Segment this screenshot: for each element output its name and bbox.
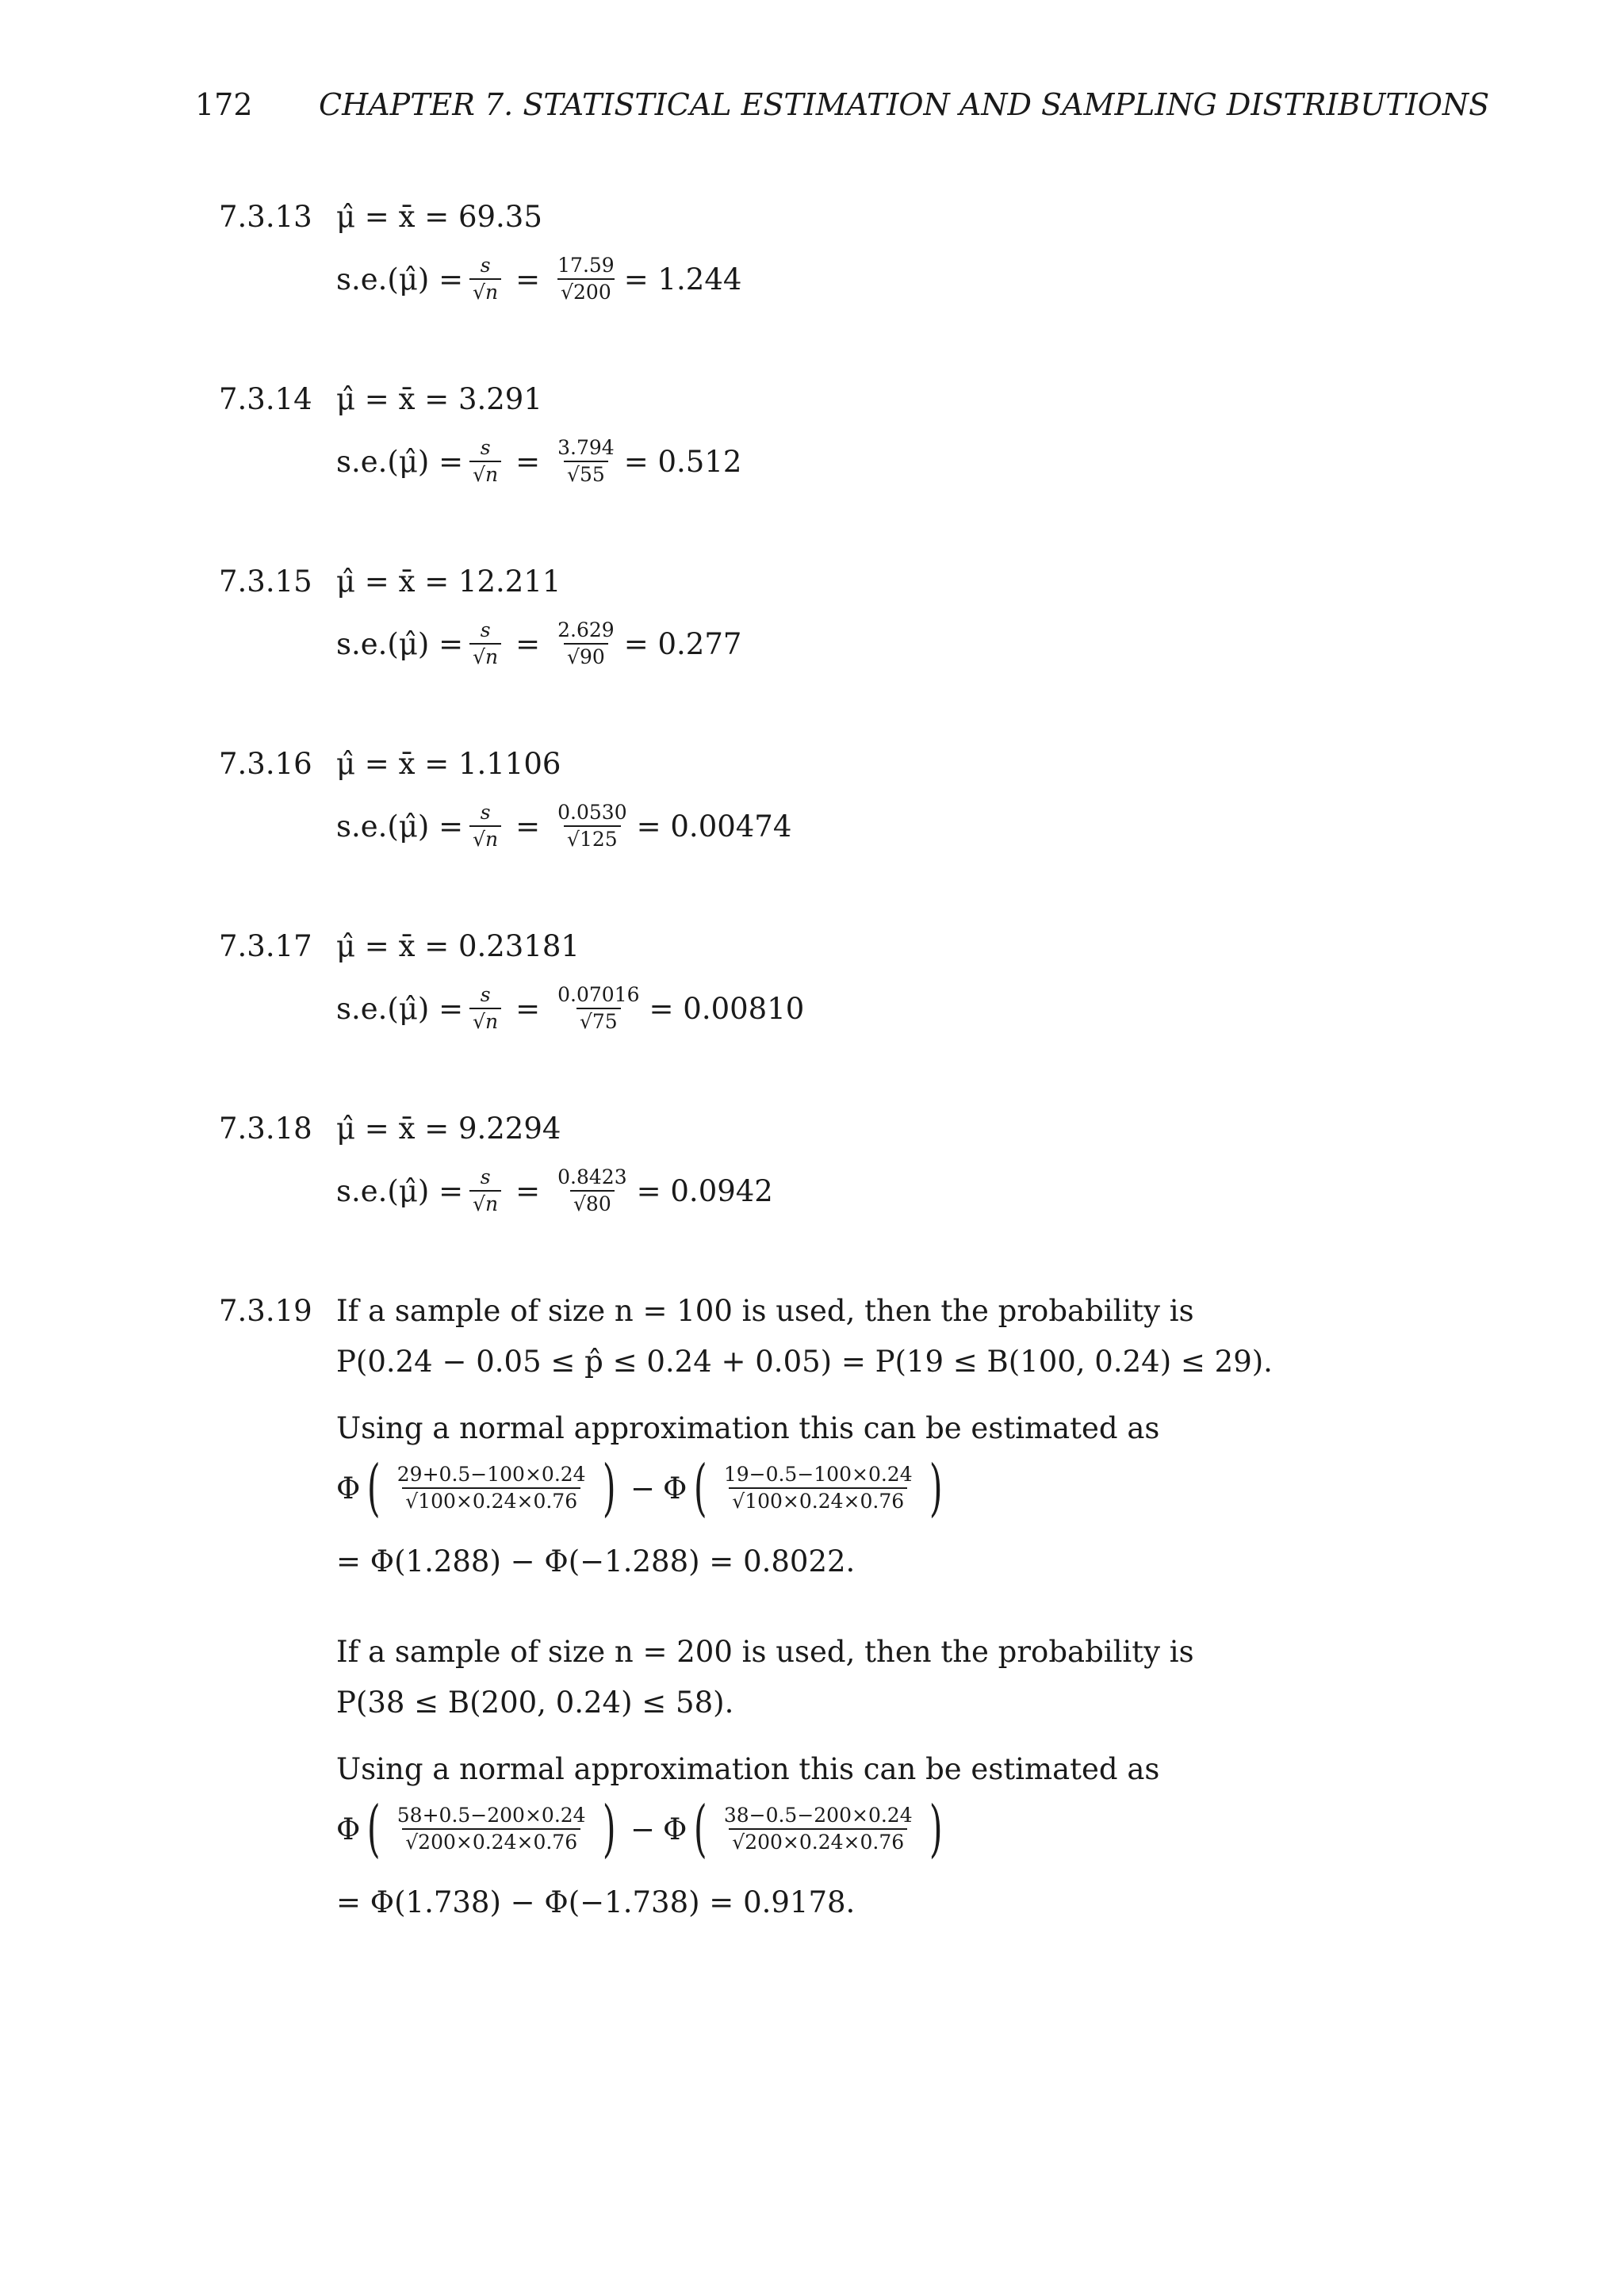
fraction-numeric: $\frac{0.07016}{√75}$ xyxy=(557,983,640,1034)
part1-result: = Φ(1.288) − Φ(−1.288) = 0.8022. xyxy=(336,1544,856,1578)
mu-hat-line: μ̂ = x̄ = 69.35 xyxy=(336,200,542,234)
fraction-numeric: $\frac{17.59}{√200}$ xyxy=(557,254,615,304)
fraction-s-over-sqrt-n: $\frac{s}{√n}$ xyxy=(469,985,501,1033)
exercise-label: 7.3.18 xyxy=(219,1112,312,1146)
exercise-label: 7.3.13 xyxy=(219,200,312,234)
standard-error-line: s.e.(μ̂) = $\frac{s}{√n}$ = $\frac{0.8423}{√80}$ = 0.0942 xyxy=(336,1165,773,1216)
fraction-lower: $\frac{38-0.5-200\times 0.24}{√200\times 0.24\times 0.76}$ xyxy=(723,1803,913,1854)
exercise-label: 7.3.19 xyxy=(219,1294,312,1328)
fraction-numeric: $\frac{0.0530}{√125}$ xyxy=(557,801,627,851)
fraction-s-over-sqrt-n: $\frac{s}{√n}$ xyxy=(469,802,501,851)
se-prefix: s.e.(μ̂) = xyxy=(336,262,464,297)
fraction-lower: $\frac{19-0.5-100\times 0.24}{√100\times 0.24\times 0.76}$ xyxy=(723,1462,913,1513)
chapter-title: CHAPTER 7. STATISTICAL ESTIMATION AND SAMPLING DISTRIBUTIONS xyxy=(319,87,1490,122)
part1-approx-text: Using a normal approximation this can be estimated as xyxy=(336,1411,1160,1445)
se-result: = 0.00474 xyxy=(636,809,792,844)
se-prefix: s.e.(μ̂) = xyxy=(336,444,464,479)
mu-hat-line: μ̂ = x̄ = 1.1106 xyxy=(336,747,561,781)
part1-intro: If a sample of size n = 100 is used, then the probability is xyxy=(336,1294,1194,1328)
part2-result: = Φ(1.738) − Φ(−1.738) = 0.9178. xyxy=(336,1885,856,1919)
fraction-s-over-sqrt-n: $\frac{s}{√n}$ xyxy=(469,1167,501,1215)
fraction-numeric: $\frac{0.8423}{√80}$ xyxy=(557,1165,627,1216)
part2-probability: P(38 ≤ B(200, 0.24) ≤ 58). xyxy=(336,1686,734,1720)
mu-hat-line: μ̂ = x̄ = 9.2294 xyxy=(336,1112,561,1146)
standard-error-line: s.e.(μ̂) = $\frac{s}{√n}$ = $\frac{0.07016}{√75}$ = 0.00810 xyxy=(336,983,805,1034)
se-result: = 1.244 xyxy=(623,262,742,297)
fraction-s-over-sqrt-n: $\frac{s}{√n}$ xyxy=(469,438,501,486)
se-result: = 0.0942 xyxy=(636,1173,773,1208)
fraction-numeric: $\frac{3.794}{√55}$ xyxy=(557,436,615,487)
fraction-s-over-sqrt-n: $\frac{s}{√n}$ xyxy=(469,620,501,668)
part2-normal-approx: Φ ( $\frac{58+0.5-200\times 0.24}{√200\times 0.24\times 0.76}$ ) − Φ ( $\frac{38-0.5-200\times 0.24}{√200\times 0.24\times 0.76}$ ) xyxy=(336,1793,943,1865)
phi-symbol: Φ xyxy=(663,1471,688,1506)
phi-symbol: Φ xyxy=(336,1812,361,1846)
fraction-s-over-sqrt-n: $\frac{s}{√n}$ xyxy=(469,255,501,304)
mu-hat-line: μ̂ = x̄ = 3.291 xyxy=(336,382,542,416)
standard-error-line: s.e.(μ̂) = $\frac{s}{√n}$ = $\frac{3.794}{√55}$ = 0.512 xyxy=(336,436,742,487)
standard-error-line: s.e.(μ̂) = $\frac{s}{√n}$ = $\frac{2.629}{√90}$ = 0.277 xyxy=(336,618,742,669)
exercise-label: 7.3.15 xyxy=(219,564,312,599)
se-prefix: s.e.(μ̂) = xyxy=(336,1173,464,1208)
exercise-label: 7.3.16 xyxy=(219,747,312,781)
running-header xyxy=(0,87,1624,135)
se-result: = 0.277 xyxy=(623,626,742,661)
standard-error-line: s.e.(μ̂) = $\frac{s}{√n}$ = $\frac{0.0530}{√125}$ = 0.00474 xyxy=(336,801,792,851)
phi-symbol: Φ xyxy=(336,1471,361,1506)
fraction-upper: $\frac{58+0.5-200\times 0.24}{√200\times 0.24\times 0.76}$ xyxy=(396,1803,586,1854)
part2-intro: If a sample of size n = 200 is used, then the probability is xyxy=(336,1635,1194,1669)
page-number: 172 xyxy=(195,87,253,122)
se-prefix: s.e.(μ̂) = xyxy=(336,991,464,1026)
phi-symbol: Φ xyxy=(663,1812,688,1846)
standard-error-line: s.e.(μ̂) = $\frac{s}{√n}$ = $\frac{17.59}{√200}$ = 1.244 xyxy=(336,254,742,304)
se-result: = 0.512 xyxy=(623,444,742,479)
part1-probability: P(0.24 − 0.05 ≤ p̂ ≤ 0.24 + 0.05) = P(19 ≤ B(100, 0.24) ≤ 29). xyxy=(336,1345,1273,1379)
se-prefix: s.e.(μ̂) = xyxy=(336,809,464,844)
se-prefix: s.e.(μ̂) = xyxy=(336,626,464,661)
fraction-upper: $\frac{29+0.5-100\times 0.24}{√100\times 0.24\times 0.76}$ xyxy=(396,1462,586,1513)
fraction-numeric: $\frac{2.629}{√90}$ xyxy=(557,618,615,669)
mu-hat-line: μ̂ = x̄ = 0.23181 xyxy=(336,929,580,963)
exercise-label: 7.3.14 xyxy=(219,382,312,416)
mu-hat-line: μ̂ = x̄ = 12.211 xyxy=(336,564,561,599)
exercise-label: 7.3.17 xyxy=(219,929,312,963)
se-result: = 0.00810 xyxy=(649,991,805,1026)
part1-normal-approx: Φ ( $\frac{29+0.5-100\times 0.24}{√100\times 0.24\times 0.76}$ ) − Φ ( $\frac{19-0.5-100\times 0.24}{√100\times 0.24\times 0.76}$ ) xyxy=(336,1452,943,1524)
part2-approx-text: Using a normal approximation this can be estimated as xyxy=(336,1752,1160,1786)
